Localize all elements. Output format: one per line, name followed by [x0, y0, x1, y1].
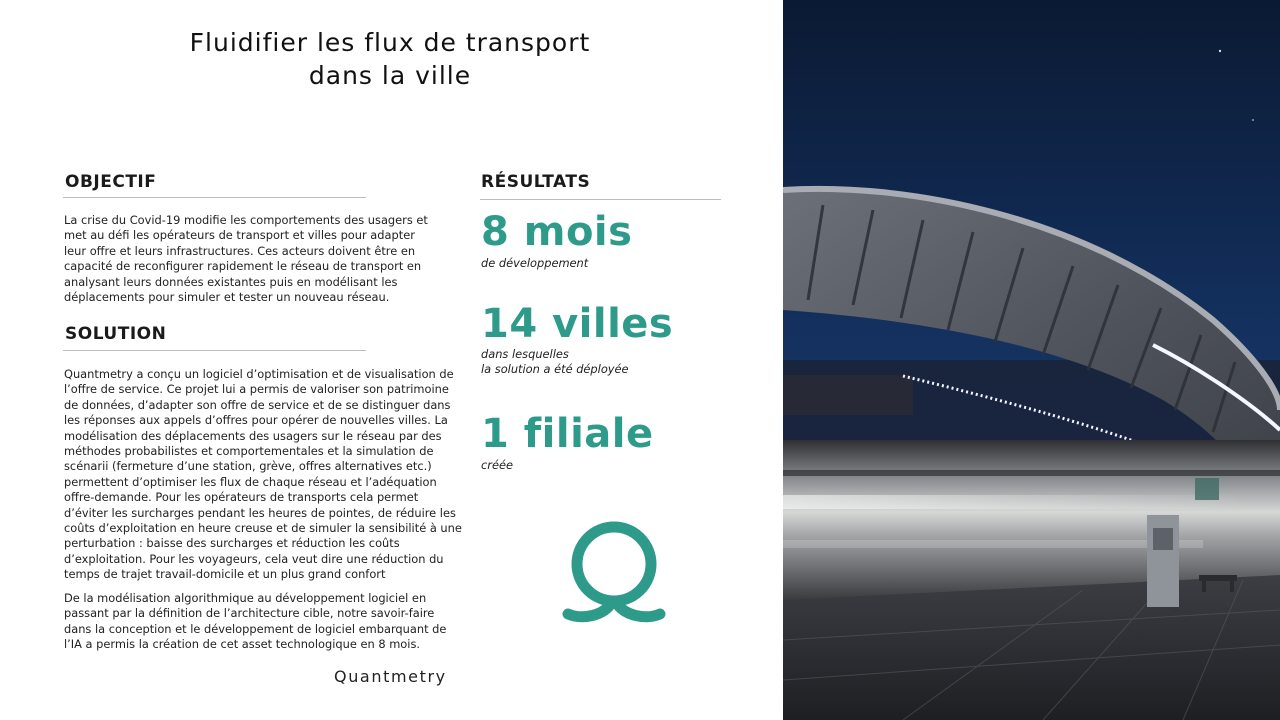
result-caption-subsidiary-line-1: créée — [481, 458, 513, 472]
page-title — [60, 26, 720, 92]
objectif-text: La crise du Covid-19 modifie les comportements des usagers et met au défi les opérateurs de transport et villes pour adapter leur offre et leurs infrastructures. Ces acteurs doivent être en capacité de reconfigurer rapidement le réseau de transport en analysant leurs données existantes puis en modélisant les déplacements pour simuler et tester un nouveau réseau. — [64, 213, 428, 305]
solution-divider — [63, 350, 366, 351]
objectif-divider — [63, 197, 366, 198]
result-value-subsidiary: 1 filiale — [481, 411, 654, 457]
train-station-night-photo — [783, 0, 1280, 720]
solution-heading: SOLUTION — [65, 324, 167, 344]
result-caption-cities-line-1: dans lesquelles — [481, 347, 569, 361]
page-title-line-1: Fluidifier les flux de transport — [189, 28, 591, 57]
result-caption-subsidiary — [481, 458, 513, 473]
result-value-months: 8 mois — [481, 209, 633, 255]
result-caption-months — [481, 256, 588, 271]
result-value-cities: 14 villes — [481, 301, 674, 347]
solution-paragraph-2: De la modélisation algorithmique au développement logiciel en passant par la définition de l’architecture cible, notre savoir-faire dans la conception et le développement de logiciel embarquant de l’IA a permis la création de cet asset technologique en 8 mois. — [64, 591, 447, 652]
resultats-divider — [480, 199, 721, 200]
resultats-heading: RÉSULTATS — [481, 172, 591, 192]
page-title-line-2: dans la ville — [308, 61, 472, 90]
quantmetry-wordmark: Quantmetry — [334, 667, 447, 686]
result-caption-cities — [481, 347, 629, 377]
result-caption-months-line-1: de développement — [481, 256, 589, 270]
result-caption-cities-line-2: la solution a été déployée — [481, 362, 629, 376]
objectif-heading: OBJECTIF — [65, 172, 157, 192]
quantmetry-q-logo-icon — [560, 520, 668, 624]
solution-paragraph-1: Quantmetry a conçu un logiciel d’optimisation et de visualisation de l’offre de service. Ce projet lui a permis de valoriser son patrimoine de données, d’adapter son offre de service et de se distinguer dans les réponses aux appels d’offres pour opérer de nouvelles villes. La modélisation des déplacements des usagers sur le réseau par des méthodes probabilistes et comportementales et la simulation de scénarii (fermeture d’une station, grève, offres alternatives etc.) permettent d’optimiser les flux de chaque réseau et l’adéquation offre-demande. Pour les opérateurs de transports cela permet d’éviter les surcharges pendant les heures de pointes, de réduire les coûts d’exploitation en heure creuse et de simuler la sensibilité à une perturbation : baisse des surcharges et réduction les coûts d’exploitation. Pour les voyageurs, cela veut dire une réduction du temps de trajet travail-domicile et un plus grand confort — [64, 367, 462, 582]
